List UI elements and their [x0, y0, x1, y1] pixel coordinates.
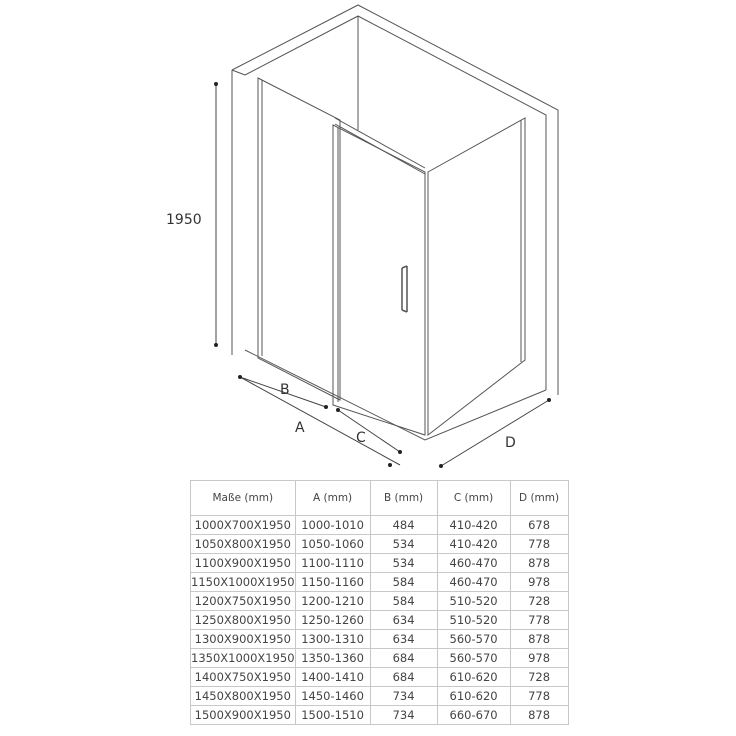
dimension-label-a: A — [295, 420, 305, 436]
height-dimension-label: 1950 — [166, 212, 202, 228]
table-cell: 878 — [510, 630, 568, 649]
table-cell: 410-420 — [437, 535, 510, 554]
table-cell: 734 — [370, 687, 437, 706]
side-glass-panel — [428, 118, 525, 435]
table-cell: 1150X1000X1950 — [191, 573, 296, 592]
table-row — [191, 535, 569, 554]
table-cell: 734 — [370, 706, 437, 725]
table-cell: 510-520 — [437, 592, 510, 611]
table-row — [191, 630, 569, 649]
table-cell: 1200X750X1950 — [191, 592, 296, 611]
table-row — [191, 554, 569, 573]
table-cell: 1500-1510 — [295, 706, 370, 725]
dimension-label-d: D — [505, 435, 516, 451]
table-row — [191, 649, 569, 668]
table-cell: 634 — [370, 630, 437, 649]
table-cell: 584 — [370, 573, 437, 592]
header-b: B (mm) — [370, 481, 437, 516]
table-cell: 1400X750X1950 — [191, 668, 296, 687]
table-cell: 1500X900X1950 — [191, 706, 296, 725]
table-cell: 1300X900X1950 — [191, 630, 296, 649]
table-cell: 1350X1000X1950 — [191, 649, 296, 668]
table-cell: 684 — [370, 649, 437, 668]
table-cell: 878 — [510, 706, 568, 725]
header-c: C (mm) — [437, 481, 510, 516]
table-cell: 678 — [510, 516, 568, 535]
table-cell: 484 — [370, 516, 437, 535]
table-cell: 1050-1060 — [295, 535, 370, 554]
door-handle — [402, 266, 407, 312]
sliding-door — [333, 125, 425, 435]
table-row — [191, 516, 569, 535]
table-cell: 1450X800X1950 — [191, 687, 296, 706]
dimensions-table — [190, 480, 569, 725]
table-row — [191, 668, 569, 687]
header-d: D (mm) — [510, 481, 568, 516]
table-cell: 1100X900X1950 — [191, 554, 296, 573]
table-cell: 778 — [510, 687, 568, 706]
table-cell: 1000-1010 — [295, 516, 370, 535]
table-cell: 610-620 — [437, 668, 510, 687]
table-cell: 560-570 — [437, 630, 510, 649]
table-cell: 610-620 — [437, 687, 510, 706]
table-row — [191, 592, 569, 611]
dimension-label-b: B — [280, 382, 290, 398]
table-cell: 1250X800X1950 — [191, 611, 296, 630]
header-a: A (mm) — [295, 481, 370, 516]
table-cell: 410-420 — [437, 516, 510, 535]
table-row — [191, 706, 569, 725]
wall-outline — [232, 5, 558, 395]
table-cell: 560-570 — [437, 649, 510, 668]
table-row — [191, 687, 569, 706]
table-header-row — [191, 481, 569, 516]
table-cell: 878 — [510, 554, 568, 573]
table-cell: 460-470 — [437, 554, 510, 573]
table-cell: 1000X700X1950 — [191, 516, 296, 535]
table-row — [191, 611, 569, 630]
table-cell: 684 — [370, 668, 437, 687]
table-cell: 1050X800X1950 — [191, 535, 296, 554]
table-cell: 1350-1360 — [295, 649, 370, 668]
table-cell: 728 — [510, 592, 568, 611]
table-cell: 778 — [510, 535, 568, 554]
table-cell: 1250-1260 — [295, 611, 370, 630]
table-cell: 1200-1210 — [295, 592, 370, 611]
header-size: Maße (mm) — [191, 481, 296, 516]
table-cell: 1100-1110 — [295, 554, 370, 573]
table-row — [191, 573, 569, 592]
table-cell: 510-520 — [437, 611, 510, 630]
table-cell: 584 — [370, 592, 437, 611]
table-cell: 1400-1410 — [295, 668, 370, 687]
table-cell: 1300-1310 — [295, 630, 370, 649]
table-cell: 728 — [510, 668, 568, 687]
dimension-label-c: C — [356, 430, 366, 446]
table-cell: 978 — [510, 649, 568, 668]
table-cell: 1450-1460 — [295, 687, 370, 706]
table-cell: 978 — [510, 573, 568, 592]
table-cell: 660-670 — [437, 706, 510, 725]
fixed-glass-panel — [258, 78, 340, 400]
table-cell: 1150-1160 — [295, 573, 370, 592]
table-cell: 460-470 — [437, 573, 510, 592]
table-cell: 534 — [370, 535, 437, 554]
table-cell: 778 — [510, 611, 568, 630]
table-cell: 634 — [370, 611, 437, 630]
table-cell: 534 — [370, 554, 437, 573]
